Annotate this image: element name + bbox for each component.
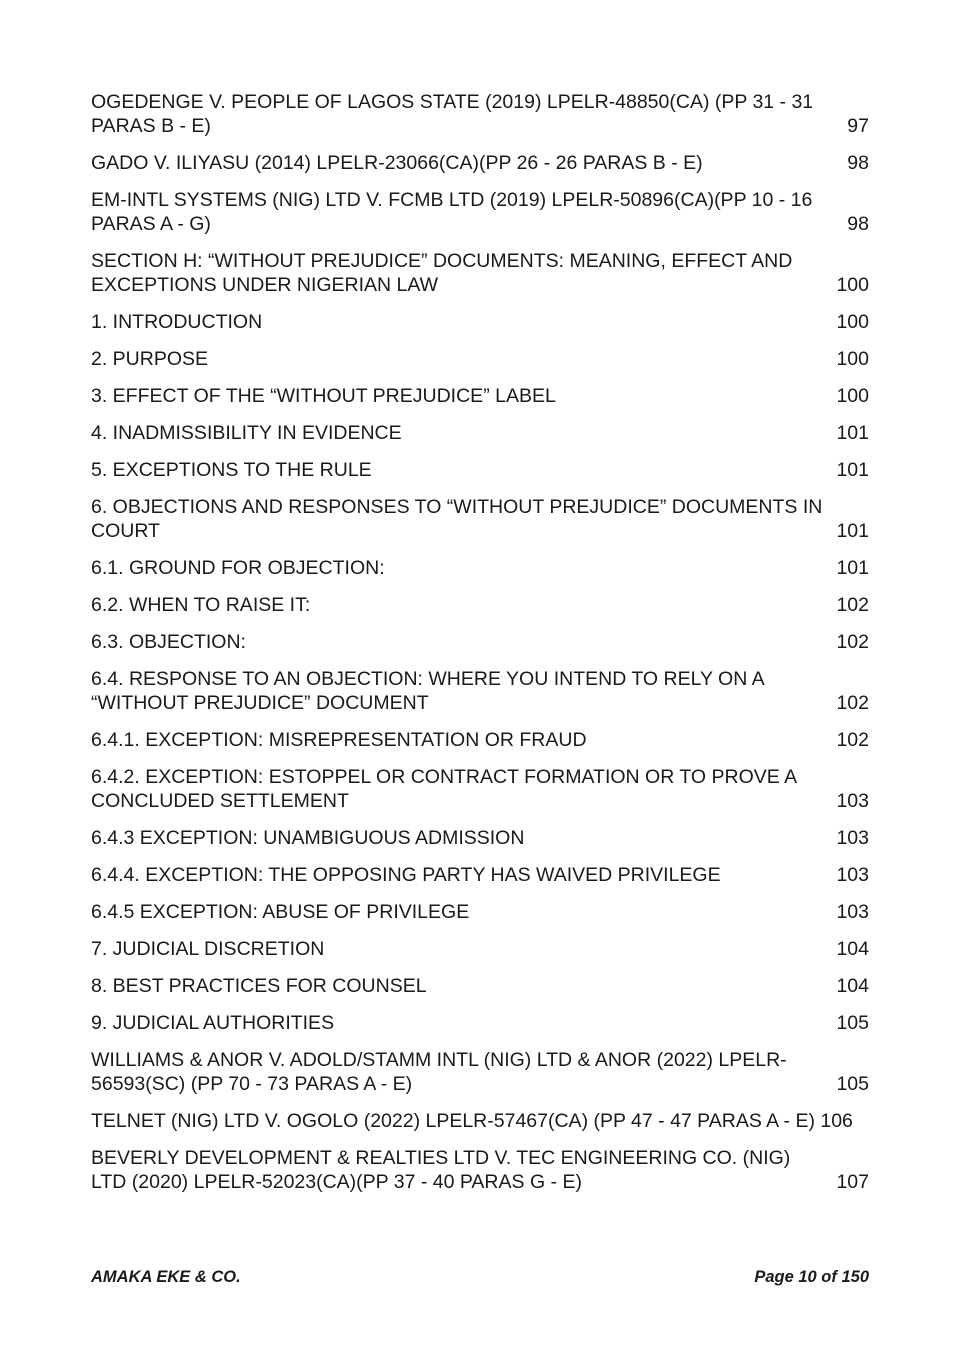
- toc-entry-title: 8. BEST PRACTICES FOR COUNSEL: [91, 975, 427, 997]
- footer-page-number: Page 10 of 150: [754, 1268, 869, 1286]
- toc-entry-title: 6.4.3 EXCEPTION: UNAMBIGUOUS ADMISSION: [91, 827, 525, 849]
- toc-entry-title: 5. EXCEPTIONS TO THE RULE: [91, 459, 372, 481]
- toc-entry-page: 98: [847, 152, 869, 174]
- toc-entry-page: 103: [836, 827, 869, 849]
- toc-entry-title: EM-INTL SYSTEMS (NIG) LTD V. FCMB LTD (2019) LPELR-50896(CA)(PP 10 - 16 PARAS A - G): [91, 189, 813, 235]
- toc-entry[interactable]: [91, 310, 869, 334]
- toc-entry-page: 105: [836, 1012, 869, 1034]
- toc-entry[interactable]: [91, 188, 869, 236]
- toc-entry-page: 102: [836, 594, 869, 616]
- toc-entry-title: 6.4.1. EXCEPTION: MISREPRESENTATION OR FRAUD: [91, 729, 587, 751]
- toc-entry[interactable]: [91, 495, 869, 543]
- toc-entry[interactable]: [91, 667, 869, 715]
- toc-entry-page: 100: [836, 348, 869, 370]
- toc-entry[interactable]: [91, 90, 869, 138]
- toc-entry-title: 9. JUDICIAL AUTHORITIES: [91, 1012, 335, 1034]
- toc-entry-title: BEVERLY DEVELOPMENT & REALTIES LTD V. TEC ENGINEERING CO. (NIG) LTD (2020) LPELR-52023(CA)(PP 37 - 40 PARAS G - E): [91, 1147, 791, 1193]
- toc-entry[interactable]: [91, 151, 869, 175]
- toc-entry-title: OGEDENGE V. PEOPLE OF LAGOS STATE (2019) LPELR-48850(CA) (PP 31 - 31 PARAS B - E): [91, 91, 814, 137]
- toc-entry-page: 100: [836, 311, 869, 333]
- toc-entry-title: 6.4. RESPONSE TO AN OBJECTION: WHERE YOU INTEND TO RELY ON A “WITHOUT PREJUDICE” DOCUMENT: [91, 668, 764, 714]
- toc-entry-title: 6.2. WHEN TO RAISE IT:: [91, 594, 311, 616]
- footer-firm-name: AMAKA EKE & CO.: [91, 1268, 241, 1286]
- toc-entry-title: 6.4.2. EXCEPTION: ESTOPPEL OR CONTRACT FORMATION OR TO PROVE A CONCLUDED SETTLEMENT: [91, 766, 797, 812]
- toc-entry-title: SECTION H: “WITHOUT PREJUDICE” DOCUMENTS: MEANING, EFFECT AND EXCEPTIONS UNDER NIGERIAN LAW: [91, 250, 793, 296]
- toc-entry[interactable]: [91, 593, 869, 617]
- toc-entry-page: 101: [836, 422, 869, 444]
- toc-entry-page: 97: [847, 115, 869, 137]
- toc-entry[interactable]: [91, 863, 869, 887]
- toc-entry-title: 7. JUDICIAL DISCRETION: [91, 938, 325, 960]
- toc-entry[interactable]: [91, 458, 869, 482]
- table-of-contents: [91, 90, 869, 1207]
- toc-entry[interactable]: [91, 826, 869, 850]
- toc-entry[interactable]: [91, 421, 869, 445]
- toc-entry[interactable]: [91, 937, 869, 961]
- toc-entry[interactable]: [91, 249, 869, 297]
- toc-entry-page: 104: [836, 938, 869, 960]
- toc-entry-page: 103: [836, 790, 869, 812]
- toc-entry-page: 101: [836, 459, 869, 481]
- toc-entry-page: 100: [836, 385, 869, 407]
- toc-entry[interactable]: [91, 900, 869, 924]
- toc-entry-title: 6.1. GROUND FOR OBJECTION:: [91, 557, 385, 579]
- toc-entry-title: TELNET (NIG) LTD V. OGOLO (2022) LPELR-57467(CA) (PP 47 - 47 PARAS A - E) 106: [91, 1110, 853, 1132]
- toc-entry-title: 1. INTRODUCTION: [91, 311, 263, 333]
- toc-entry[interactable]: [91, 1146, 869, 1194]
- toc-entry-page: 104: [836, 975, 869, 997]
- toc-entry[interactable]: [91, 765, 869, 813]
- toc-entry[interactable]: [91, 630, 869, 654]
- toc-entry-title: 6. OBJECTIONS AND RESPONSES TO “WITHOUT PREJUDICE” DOCUMENTS IN COURT: [91, 496, 823, 542]
- toc-entry-title: 2. PURPOSE: [91, 348, 209, 370]
- toc-entry-page: 102: [836, 631, 869, 653]
- toc-entry-page: 101: [836, 520, 869, 542]
- toc-entry-page: 107: [836, 1171, 869, 1193]
- page-footer: [91, 1268, 869, 1287]
- toc-entry[interactable]: [91, 556, 869, 580]
- toc-entry-page: 100: [836, 274, 869, 296]
- toc-entry[interactable]: [91, 347, 869, 371]
- toc-entry-title: 6.3. OBJECTION:: [91, 631, 246, 653]
- toc-entry-title: GADO V. ILIYASU (2014) LPELR-23066(CA)(PP 26 - 26 PARAS B - E): [91, 152, 703, 174]
- toc-entry-title: 3. EFFECT OF THE “WITHOUT PREJUDICE” LABEL: [91, 385, 556, 407]
- toc-entry[interactable]: [91, 1048, 869, 1096]
- toc-entry[interactable]: [91, 1011, 869, 1035]
- toc-entry-title: 6.4.4. EXCEPTION: THE OPPOSING PARTY HAS WAIVED PRIVILEGE: [91, 864, 721, 886]
- toc-entry-title: 6.4.5 EXCEPTION: ABUSE OF PRIVILEGE: [91, 901, 470, 923]
- toc-entry-page: 103: [836, 864, 869, 886]
- toc-entry-page: 98: [847, 213, 869, 235]
- toc-entry[interactable]: [91, 728, 869, 752]
- toc-entry-page: 105: [836, 1073, 869, 1095]
- toc-entry-page: 101: [836, 557, 869, 579]
- toc-entry-title: 4. INADMISSIBILITY IN EVIDENCE: [91, 422, 402, 444]
- toc-entry[interactable]: [91, 1109, 869, 1133]
- toc-entry-title: WILLIAMS & ANOR V. ADOLD/STAMM INTL (NIG) LTD & ANOR (2022) LPELR-56593(SC) (PP 70 - 73 PARAS A - E): [91, 1049, 787, 1095]
- toc-entry-page: 103: [836, 901, 869, 923]
- toc-entry[interactable]: [91, 384, 869, 408]
- toc-entry-page: 102: [836, 729, 869, 751]
- toc-entry[interactable]: [91, 974, 869, 998]
- toc-entry-page: 102: [836, 692, 869, 714]
